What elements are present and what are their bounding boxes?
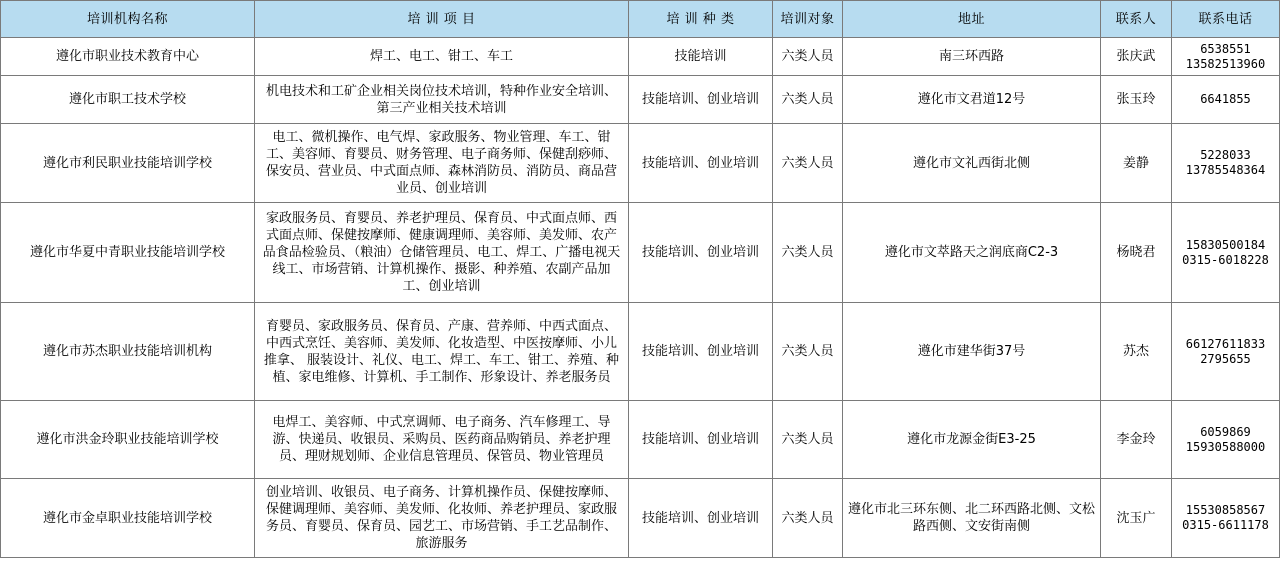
- header-phone: 联系电话: [1172, 1, 1280, 38]
- header-institution-name: 培训机构名称: [1, 1, 255, 38]
- header-training-items: 培 训 项 目: [255, 1, 629, 38]
- contact-cell: 张玉玲: [1101, 76, 1172, 124]
- header-address: 地址: [843, 1, 1101, 38]
- phone-primary: 5228033: [1200, 148, 1251, 162]
- phone-cell: [1172, 401, 1280, 479]
- address-cell: 南三环西路: [843, 38, 1101, 76]
- address-cell: 遵化市文萃路天之润底商C2-3: [843, 203, 1101, 303]
- contact-cell: 姜静: [1101, 124, 1172, 203]
- training-items-cell: 家政服务员、育婴员、养老护理员、保育员、中式面点师、西式面点师、保健按摩师、健康调理师、美容师、美发师、农产品食品检验员、（粮油）仓储管理员、电工、焊工、广播电视天线工、市场营销、计算机操作、摄影、种养殖、农副产品加工、创业培训: [255, 203, 629, 303]
- training-items-cell: 创业培训、收银员、电子商务、计算机操作员、保健按摩师、保健调理师、美容师、美发师、化妆师、养老护理员、家政服务员、育婴员、保育员、园艺工、市场营销、手工艺品制作、旅游服务: [255, 479, 629, 558]
- table-header-row: [1, 1, 1280, 38]
- phone-secondary: 15930588000: [1185, 439, 1266, 454]
- target-cell: 六类人员: [773, 203, 843, 303]
- training-type-cell: 技能培训: [629, 38, 773, 76]
- institution-name-cell: 遵化市洪金玲职业技能培训学校: [1, 401, 255, 479]
- training-items-cell: 机电技术和工矿企业相关岗位技术培训，特种作业安全培训、第三产业相关技术培训: [255, 76, 629, 124]
- phone-secondary: 13582513960: [1185, 56, 1266, 71]
- header-target: 培训对象: [773, 1, 843, 38]
- phone-primary: 6641855: [1200, 92, 1251, 106]
- phone-secondary: 2795655: [1200, 351, 1251, 366]
- institution-name-cell: 遵化市金卓职业技能培训学校: [1, 479, 255, 558]
- target-cell: 六类人员: [773, 38, 843, 76]
- target-cell: 六类人员: [773, 401, 843, 479]
- training-items-cell: 育婴员、家政服务员、保育员、产康、营养师、中西式面点、中西式烹饪、美容师、美发师、化妆造型、中医按摩师、小儿推拿、 服装设计、礼仪、电工、焊工、车工、钳工、养殖、种植、家电维修、计算机、手工制作、形象设计、养老服务员: [255, 303, 629, 401]
- address-cell: 遵化市文君道12号: [843, 76, 1101, 124]
- institution-name-cell: 遵化市职业技术教育中心: [1, 38, 255, 76]
- training-type-cell: 技能培训、创业培训: [629, 401, 773, 479]
- training-type-cell: 技能培训、创业培训: [629, 303, 773, 401]
- table-row: [1, 203, 1280, 303]
- institution-name-cell: 遵化市利民职业技能培训学校: [1, 124, 255, 203]
- institution-name-cell: 遵化市职工技术学校: [1, 76, 255, 124]
- table-row: [1, 303, 1280, 401]
- target-cell: 六类人员: [773, 479, 843, 558]
- phone-cell: [1172, 303, 1280, 401]
- phone-primary: 66127611833: [1185, 336, 1266, 351]
- header-training-type: 培 训 种 类: [629, 1, 773, 38]
- training-type-cell: 技能培训、创业培训: [629, 124, 773, 203]
- training-items-cell: 电焊工、美容师、中式烹调师、电子商务、汽车修理工、导游、快递员、收银员、采购员、医药商品购销员、养老护理员、理财规划师、企业信息管理员、保管员、物业管理员: [255, 401, 629, 479]
- table-row: [1, 479, 1280, 558]
- target-cell: 六类人员: [773, 76, 843, 124]
- target-cell: 六类人员: [773, 124, 843, 203]
- contact-cell: 苏杰: [1101, 303, 1172, 401]
- training-type-cell: 技能培训、创业培训: [629, 203, 773, 303]
- header-contact: 联系人: [1101, 1, 1172, 38]
- phone-cell: [1172, 76, 1280, 124]
- training-type-cell: 技能培训、创业培训: [629, 479, 773, 558]
- institution-name-cell: 遵化市华夏中青职业技能培训学校: [1, 203, 255, 303]
- training-items-cell: 电工、微机操作、电气焊、家政服务、物业管理、车工、钳工、美容师、育婴员、财务管理、电子商务师、保健刮痧师、保安员、营业员、中式面点师、森林消防员、消防员、商品营业员、创业培训: [255, 124, 629, 203]
- phone-primary: 15530858567: [1185, 503, 1266, 517]
- phone-cell: [1172, 38, 1280, 76]
- contact-cell: 沈玉广: [1101, 479, 1172, 558]
- table-row: [1, 76, 1280, 124]
- address-cell: 遵化市文礼西街北侧: [843, 124, 1101, 203]
- phone-secondary: 0315-6611178: [1182, 518, 1269, 532]
- contact-cell: 李金玲: [1101, 401, 1172, 479]
- phone-primary: 6059869: [1200, 424, 1251, 439]
- phone-cell: [1172, 124, 1280, 203]
- phone-primary: 15830500184: [1185, 237, 1266, 252]
- target-cell: 六类人员: [773, 303, 843, 401]
- phone-secondary: 0315-6018228: [1182, 252, 1269, 267]
- table-row: [1, 38, 1280, 76]
- address-cell: 遵化市龙源金街E3-25: [843, 401, 1101, 479]
- table-row: [1, 401, 1280, 479]
- training-type-cell: 技能培训、创业培训: [629, 76, 773, 124]
- phone-cell: [1172, 479, 1280, 558]
- contact-cell: 杨晓君: [1101, 203, 1172, 303]
- table-row: [1, 124, 1280, 203]
- contact-cell: 张庆武: [1101, 38, 1172, 76]
- address-cell: 遵化市北三环东侧、北二环西路北侧、文松路西侧、文安街南侧: [843, 479, 1101, 558]
- training-items-cell: 焊工、电工、钳工、车工: [255, 38, 629, 76]
- phone-secondary: 13785548364: [1185, 163, 1266, 177]
- address-cell: 遵化市建华街37号: [843, 303, 1101, 401]
- phone-cell: [1172, 203, 1280, 303]
- phone-primary: 6538551: [1200, 41, 1251, 56]
- institution-name-cell: 遵化市苏杰职业技能培训机构: [1, 303, 255, 401]
